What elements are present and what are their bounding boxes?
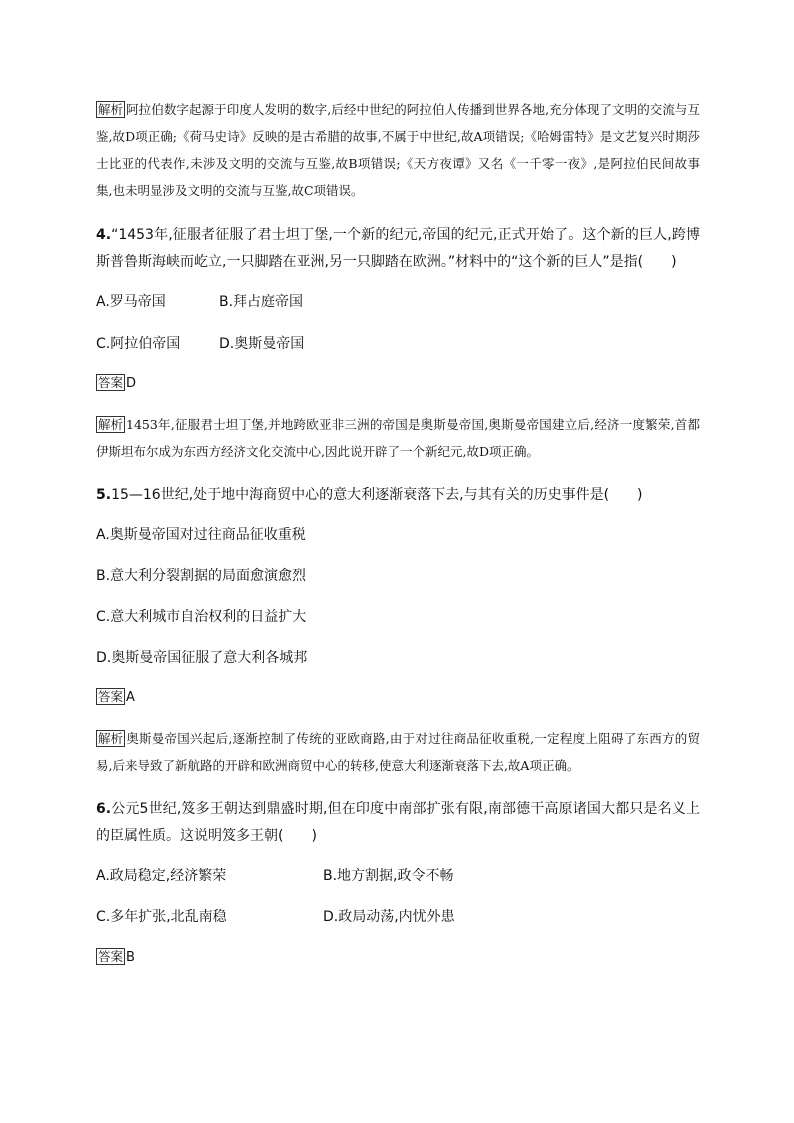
explanation-tag: 解析: [98, 102, 124, 117]
answer-tag: 答案: [98, 375, 124, 390]
explanation-q4: [96, 411, 700, 465]
question-number: 6.: [96, 801, 112, 817]
option-c: C.意大利城市自治权利的日益扩大: [96, 609, 307, 625]
answer-tag: 答案: [98, 949, 124, 964]
option-b: B.意大利分裂割据的局面愈演愈烈: [96, 568, 307, 584]
question-5: [96, 482, 700, 509]
question-number: 4.: [96, 227, 112, 243]
option-d: D.奥斯曼帝国征服了意大利各城邦: [96, 650, 308, 666]
question-4: [96, 222, 700, 276]
option-b: B.地方割据,政令不畅: [323, 868, 454, 884]
explanation-tag: 解析: [98, 417, 124, 432]
explanation-text: 奥斯曼帝国兴起后,逐渐控制了传统的亚欧商路,由于对过往商品征收重税,一定程度上阻碍了东西方的贸易,后来导致了新航路的开辟和欧洲商贸中心的转移,使意大利逐渐衰落下去,故A项正确。: [96, 731, 700, 773]
option-a: A.奥斯曼帝国对过往商品征收重税: [96, 527, 306, 543]
answer-q5: [96, 688, 135, 707]
explanation-q3: [96, 96, 700, 204]
option-a: A.政局稳定,经济繁荣: [96, 868, 227, 884]
explanation-tag: 解析: [98, 731, 124, 746]
explanation-q5: [96, 725, 700, 779]
answer-q6: [96, 948, 135, 967]
option-d: D.政局动荡,内忧外患: [323, 909, 455, 925]
question-6: [96, 796, 700, 850]
answer-value: D: [126, 376, 137, 391]
answer-q4: [96, 374, 136, 393]
question-text: “1453年,征服者征服了君士坦丁堡,一个新的纪元,帝国的纪元,正式开始了。这个新的巨人,跨博斯普鲁斯海峡而屹立,一只脚踏在亚洲,另一只脚踏在欧洲。”材料中的“这个新的巨人”是指( ): [96, 227, 700, 270]
question-text: 15—16世纪,处于地中海商贸中心的意大利逐渐衰落下去,与其有关的历史事件是( ): [111, 487, 643, 503]
answer-tag: 答案: [98, 689, 124, 704]
answer-value: A: [126, 690, 135, 705]
explanation-text: 1453年,征服君士坦丁堡,并地跨欧亚非三洲的帝国是奥斯曼帝国,奥斯曼帝国建立后,经济一度繁荣,首都伊斯坦布尔成为东西方经济文化交流中心,因此说开辟了一个新纪元,故D项正确。: [96, 417, 700, 459]
question-number: 5.: [96, 487, 112, 503]
question-text: 公元5世纪,笈多王朝达到鼎盛时期,但在印度中南部扩张有限,南部德干高原诸国大都只是名义上的臣属性质。这说明笈多王朝( ): [96, 801, 700, 844]
option-a: A.罗马帝国: [96, 294, 166, 310]
answer-value: B: [126, 950, 135, 965]
option-d: D.奥斯曼帝国: [219, 336, 305, 352]
option-c: C.多年扩张,北乱南稳: [96, 909, 227, 925]
option-c: C.阿拉伯帝国: [96, 336, 181, 352]
option-b: B.拜占庭帝国: [219, 294, 304, 310]
explanation-text: 阿拉伯数字起源于印度人发明的数字,后经中世纪的阿拉伯人传播到世界各地,充分体现了文明的交流与互鉴,故D项正确;《荷马史诗》反映的是古希腊的故事,不属于中世纪,故A项错误;《哈姆雷特》是文艺复兴时期莎士比亚的代表作,未涉及文明的交流与互鉴,故B项错误;《天方夜谭》又名《一千零一夜》,是阿拉伯民间故事集,也未明显涉及文明的交流与互鉴,故C项错误。: [96, 102, 700, 198]
